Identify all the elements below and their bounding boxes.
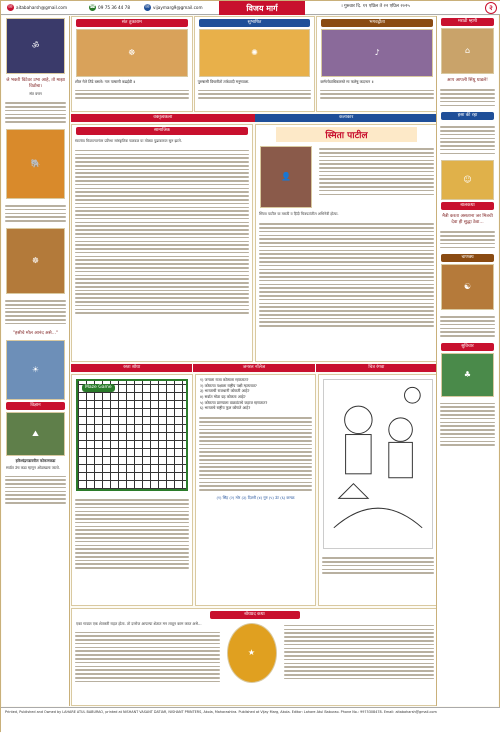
gk-answers: (१) सिंह (२) मोर (३) दिल्ली (४) गुरु (५) उंट (६) कमळ (216, 494, 295, 500)
story-text: एका गावात एक शेतकरी राहत होता. तो दररोज आपल्या शेतात मन लावून काम करत असे... (76, 620, 202, 626)
panel-title: सुभाषित (199, 19, 311, 27)
right-text-block-4 (437, 399, 498, 451)
page-number: २ (485, 2, 497, 14)
masthead-title: विजय मार्ग (219, 1, 305, 15)
cartoon-illustration: ☺ (441, 160, 494, 200)
right-text-block-3 (437, 312, 498, 341)
story-body-left (72, 627, 223, 686)
top-panel-tukaram (71, 16, 193, 112)
coloring-picture[interactable] (323, 379, 433, 549)
header-email: aitabaharsh@gmail.com (16, 4, 68, 10)
panel-caption: कर्मण्येवाधिकारस्ते मा फलेषु कदाचन ॥ (320, 78, 374, 84)
ribbon-left: वक्तृत्वकला (71, 114, 255, 122)
deity-illustration: ॐ (6, 18, 65, 74)
actress-photo: 👤 (260, 146, 312, 208)
story-body-right (281, 621, 438, 687)
page-header (1, 1, 500, 15)
tukaram-illustration: ☸ (76, 29, 188, 77)
panel-caption: शील गेले तिंडे बसले। गण पाषाणी कढईवी ॥ (75, 78, 136, 84)
krishna-illustration: ♪ (321, 29, 433, 77)
coloring-notes (319, 553, 437, 578)
story-title: बोधप्रद कथा (210, 611, 300, 619)
maze-notes (72, 495, 192, 573)
panel-caption: पुरुषासी विचारीतो तर्कवादी मनुष्याला. (197, 78, 250, 84)
village-illustration: ⌂ (441, 28, 494, 74)
section-ribbon (71, 114, 438, 122)
mail-icon: ✉ (8, 4, 13, 10)
gk-more-questions (196, 413, 315, 495)
coloring-box (318, 374, 438, 606)
gk-question: २) कोणत्या पक्षाला राष्ट्रीय पक्षी म्हणतात? (200, 382, 257, 388)
section-label-mhani: मराठी म्हणी (441, 18, 494, 26)
article-body (72, 146, 252, 319)
panel-text (195, 85, 315, 103)
joke-text (437, 122, 498, 158)
article-paragraph: स्वातंत्र्य मिळाल्यानंतर प्रतिभा सांस्कृतिक चळवळ या मोठ्या पुढाकारात सुरु झाले. (75, 138, 182, 143)
gk-question: ३) भारताची राजधानी कोणती आहे? (200, 388, 250, 394)
phone-icon: ☎ (89, 4, 96, 10)
right-text-block (437, 85, 498, 110)
header-phone: 09 75 36 44 78 (98, 4, 130, 10)
panel-text (72, 85, 192, 103)
tree-illustration: ♣ (441, 353, 494, 397)
top-panel-subhashit (194, 16, 316, 112)
right-quote: मैत्री करता असताना जर मित्रची देवा ही सुद्धा ठेवा... (442, 214, 493, 225)
proverb-text: आप आपली सिंधु धाडले! (447, 77, 488, 83)
main-content (71, 16, 438, 706)
left-text-block (2, 98, 69, 127)
deity-illustration: ✺ (199, 29, 311, 77)
sage-illustration: ☀ (6, 340, 65, 400)
saint-illustration: ☸ (6, 228, 65, 294)
mail-icon: ✉ (145, 4, 150, 10)
gk-questions (196, 375, 315, 413)
header-email2: vijaymarg9@gmail.com (153, 4, 203, 10)
maze-box (71, 374, 193, 606)
imprint-footer: Printed, Published and Owned by LAHARE ATUL BABURAO, printed at NISHANT VASANT DATIAR, NISHANT PRINTERS, Akola, Maharashtra. Published at Vijay Marg, Akola. Editor: Lahare Atul Baburao. Phone No.: 9975308478. Email: aitabaharsh@gmail.com (1, 707, 500, 733)
article-headline: स्मिता पाटील (276, 127, 417, 142)
panel-text (317, 85, 437, 103)
story-illustration: ★ (227, 623, 277, 683)
ganesha-illustration: 🐘 (6, 129, 65, 199)
article-smita-patil (255, 124, 438, 362)
article-samajik (71, 124, 253, 362)
article-paragraph: स्मिता पाटील या मराठी व हिंदी चित्रपटांतील अभिनेत्री होत्या. (259, 212, 339, 216)
panel-title: भगवद्गीता (321, 19, 433, 27)
cliff-photo: ⛰ (6, 412, 65, 456)
left-quote-3: "हसीचे मोल आनंद असे..." (12, 330, 59, 336)
article-title: सामाजिक (76, 127, 248, 135)
games-label-gk: जनरल नॉलेज (193, 364, 315, 372)
story-section (71, 608, 438, 706)
left-text-block-4 (2, 471, 69, 507)
gk-question: ५) कोणत्या प्राण्याला वाळवंटाचे जहाज म्हणतात? (200, 399, 268, 405)
right-column (436, 16, 498, 706)
left-quote-1-source: संत वचन (29, 91, 42, 97)
panel-title: संत तुकाराम (76, 19, 188, 27)
coloring-outline-icon (324, 380, 432, 548)
top-panel-gita (316, 16, 438, 112)
section-label-chanakya: चाणक्य (441, 254, 494, 262)
chanakya-illustration: ☯ (441, 264, 494, 310)
left-quote-1: जे भक्ती विटेवर उभा आहे, तो माझा विठोबा। (6, 78, 65, 89)
section-label-suvichar: सुविचार (441, 343, 494, 351)
left-column (2, 16, 70, 706)
gk-question: १) जगाला राजा कोणाला म्हणतात? (200, 377, 249, 382)
vidnyan-title: हरिश्चंद्रगडावरील कोकणकडा (15, 457, 56, 463)
issue-date: । गुरुवार दि. १९ एप्रिल ते २२ एप्रिल २०२५ (341, 4, 410, 9)
games-ribbon (71, 364, 438, 372)
header-email2-item[interactable] (144, 4, 203, 11)
header-phone-item[interactable] (89, 4, 130, 11)
vidnyan-text: सर्वात उंच कडा म्हणून ओळखला जातो. (6, 464, 60, 470)
left-text-block-3 (2, 296, 69, 329)
left-text-block-2 (2, 201, 69, 226)
ribbon-right: कलाकार (255, 114, 439, 122)
gk-question: ४) सर्वात मोठा ग्रह कोणता आहे? (200, 394, 246, 400)
section-label-balkatha: बालकथा (441, 202, 494, 210)
header-email-item[interactable] (7, 4, 67, 11)
right-text-block-2 (437, 227, 498, 252)
section-label-vidnyan: विज्ञान (6, 402, 65, 410)
maze-label: Maze Game (82, 384, 115, 392)
gk-box (195, 374, 316, 606)
games-label-color: चित्र रंगवा (316, 364, 438, 372)
article-body-top (316, 144, 437, 210)
section-label-hasa: हसा की रहा (441, 112, 494, 120)
gk-question: ६) भारताचे राष्ट्रीय फूल कोणते आहे? (200, 405, 251, 411)
games-label-maze: रस्ता शोधा (71, 364, 193, 372)
maze-puzzle[interactable] (76, 379, 188, 491)
article-body (256, 219, 437, 331)
top-strip (71, 16, 438, 112)
